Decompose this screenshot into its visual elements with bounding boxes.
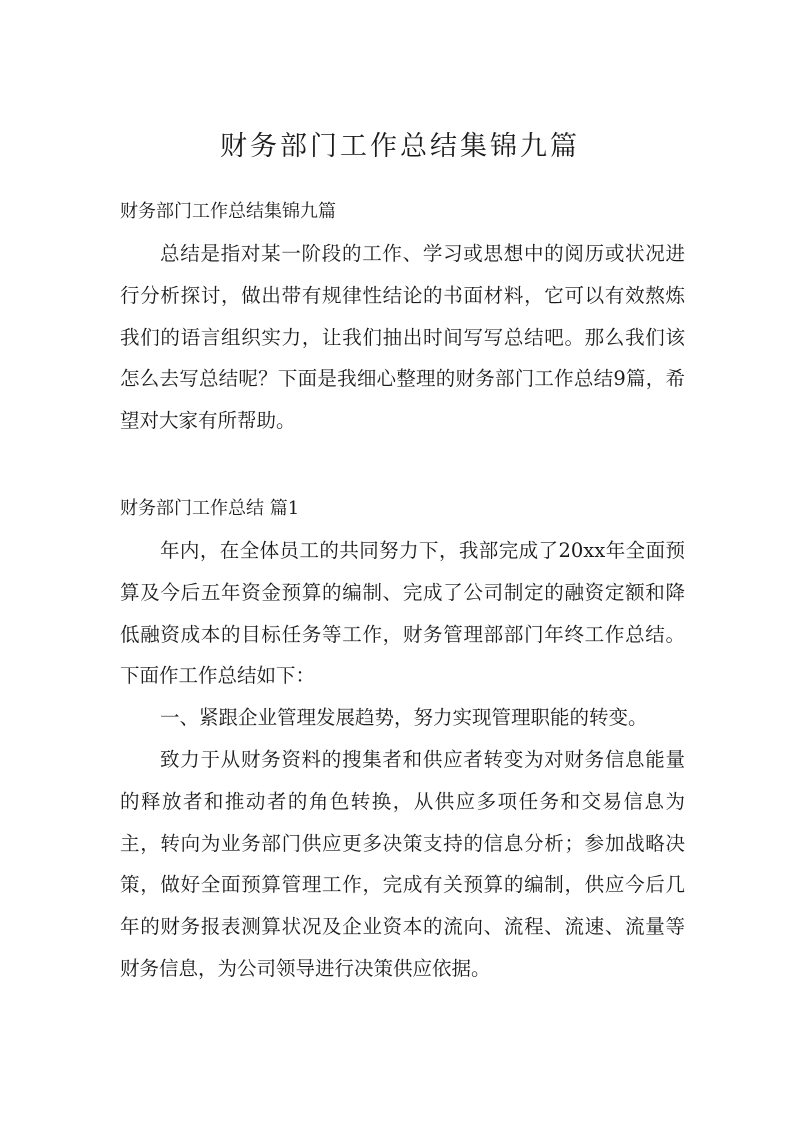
document-title: 财务部门工作总结集锦九篇	[220, 131, 580, 162]
body-paragraph-3: 致力于从财务资料的搜集者和供应者转变为对财务信息能量的释放者和推动者的角色转换，从供应多项任务和交易信息为主，转向为业务部门供应更多决策支持的信息分析；参加战略决策，做好全面预算管理工作，完成有关预算的编制，供应今后几年的财务报表测算状况及企业资本的流向、流程、流速、流量等财务信息，为公司领导进行决策供应依据。	[120, 748, 685, 980]
intro-paragraph: 总结是指对某一阶段的工作、学习或思想中的阅历或状况进行分析探讨，做出带有规律性结论的书面材料，它可以有效熬炼我们的语言组织实力，让我们抽出时间写写总结吧。那么我们该怎么去写总结呢？下面是我细心整理的财务部门工作总结9篇，希望对大家有所帮助。	[120, 242, 685, 433]
section-heading: 财务部门工作总结 篇1	[120, 498, 300, 519]
body-paragraph-1: 年内，在全体员工的共同努力下，我部完成了20xx年全面预算及今后五年资金预算的编制、完成了公司制定的融资定额和降低融资成本的目标任务等工作，财务管理部部门年终工作总结。下面作工作总结如下：	[120, 539, 685, 688]
intro-heading: 财务部门工作总结集锦九篇	[120, 201, 336, 222]
body-paragraph-2: 一、紧跟企业管理发展趋势，努力实现管理职能的转变。	[160, 706, 648, 729]
